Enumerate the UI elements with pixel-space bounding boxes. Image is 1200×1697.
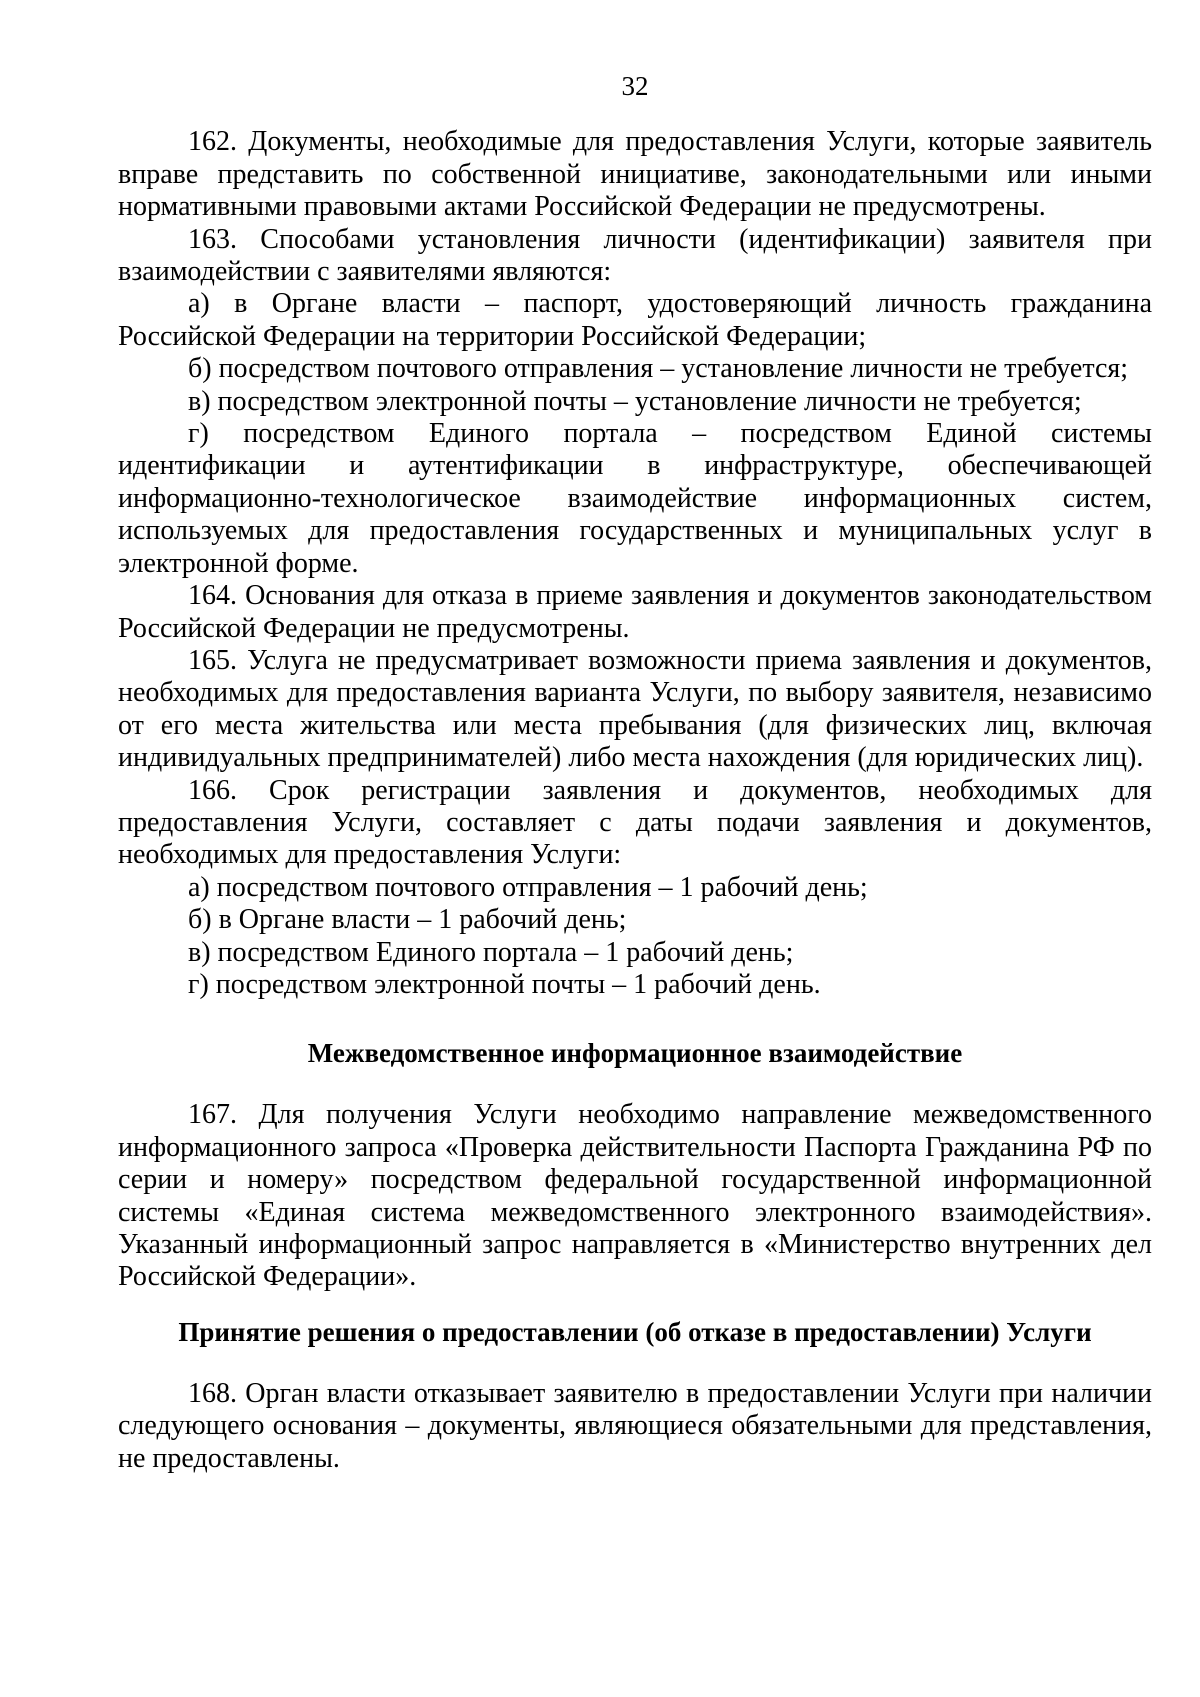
paragraph-165: 165. Услуга не предусматривает возможности приема заявления и документов, необходимых для предоставления варианта Услуги, по выбору заявителя, независимо от его места жительства или места пребывания (для физических лиц, включая индивидуальных предпринимателей) либо места нахождения (для юридических лиц). [118, 644, 1152, 774]
paragraph-166-g: г) посредством электронной почты – 1 рабочий день. [188, 968, 821, 1000]
section-heading-interagency: Межведомственное информационное взаимодействие [307, 1038, 963, 1069]
paragraph-163-a: а) в Органе власти – паспорт, удостоверяющий личность гражданина Российской Федерации на территории Российской Федерации; [118, 288, 1152, 352]
page-number: 32 [621, 71, 649, 101]
paragraph-166-b: б) в Органе власти – 1 рабочий день; [188, 904, 627, 936]
document-page [118, 70, 1152, 1475]
section-heading-decision: Принятие решения о предоставлении (об отказе в предоставлении) Услуги [178, 1316, 1092, 1347]
paragraph-162: 162. Документы, необходимые для предоставления Услуги, которые заявитель вправе представить по собственной инициативе, законодательными или иными нормативными правовыми актами Российской Федерации не предусмотрены. [118, 126, 1152, 223]
paragraph-163-b: б) посредством почтового отправления – установление личности не требуется; [188, 353, 1129, 385]
paragraph-166: 166. Срок регистрации заявления и документов, необходимых для предоставления Услуги, составляет с даты подачи заявления и документов, необходимых для предоставления Услуги: [118, 774, 1152, 871]
paragraph-163-g: г) посредством Единого портала – посредством Единой системы идентификации и аутентификации в инфраструктуре, обеспечивающей информационно-технологическое взаимодействие информационных систем, используемых для предоставления государственных и муниципальных услуг в электронной форме. [118, 418, 1152, 579]
paragraph-166-v: в) посредством Единого портала – 1 рабочий день; [188, 936, 794, 968]
paragraph-163: 163. Способами установления личности (идентификации) заявителя при взаимодействии с заявителями являются: [118, 223, 1152, 288]
paragraph-167: 167. Для получения Услуги необходимо направление межведомственного информационного запроса «Проверка действительности Паспорта Гражданина РФ по серии и номеру» посредством федеральной государственной информационной системы «Единая система межведомственного электронного взаимодействия». Указанный информационный запрос направляется в «Министерство внутренних дел Российской Федерации». [118, 1099, 1152, 1293]
paragraph-163-v: в) посредством электронной почты – установление личности не требуется; [188, 385, 1082, 417]
paragraph-164: 164. Основания для отказа в приеме заявления и документов законодательством Российской Федерации не предусмотрены. [118, 580, 1152, 644]
paragraph-168: 168. Орган власти отказывает заявителю в предоставлении Услуги при наличии следующего основания – документы, являющиеся обязательными для представления, не предоставлены. [118, 1377, 1152, 1474]
paragraph-166-a: а) посредством почтового отправления – 1 рабочий день; [188, 871, 868, 903]
